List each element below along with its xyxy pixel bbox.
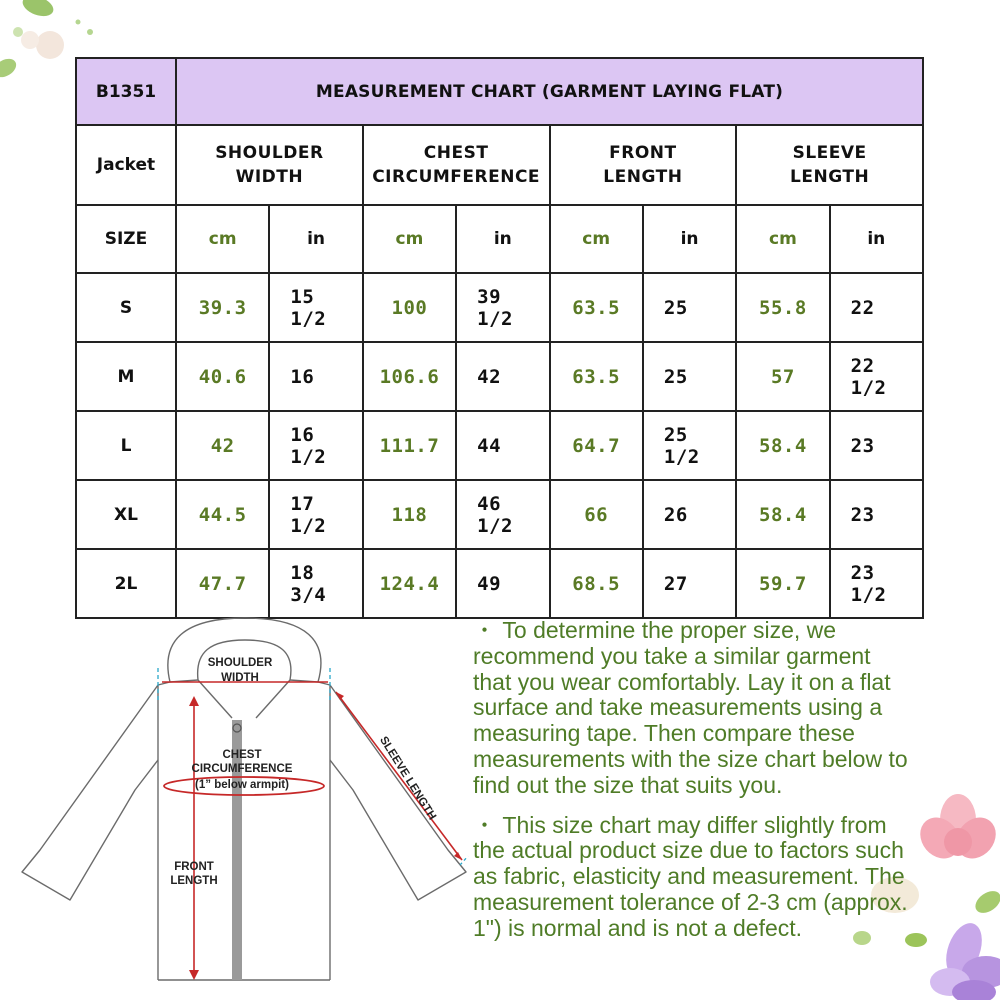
unit-cm: cm [550,205,643,273]
value-in-cell: 25 [643,342,736,411]
unit-in: in [456,205,549,273]
size-row [76,411,923,480]
value-in-cell: 16 [269,342,362,411]
value-cm-cell: 68.5 [550,549,643,618]
size-cell: XL [76,480,176,549]
diagram-label-sleeve: SLEEVE LENGTH [377,734,439,823]
value-cm-cell: 58.4 [736,480,829,549]
size-cell: S [76,273,176,342]
measurement-chart [75,57,924,619]
value-cm-cell: 44.5 [176,480,269,549]
front-length-arrow [189,696,199,980]
group-header-shoulder: SHOULDER WIDTH [176,125,363,205]
value-in-cell: 44 [456,411,549,480]
unit-in: in [269,205,362,273]
size-label: SIZE [76,205,176,273]
size-row [76,480,923,549]
group-header-sleeve: SLEEVE LENGTH [736,125,923,205]
diagram-label-chest: (1” below armpit) [195,779,289,791]
value-in-cell: 22 [830,273,923,342]
value-in-cell: 15 1/2 [269,273,362,342]
product-code: B1351 [76,58,176,125]
note-paragraph: ・ To determine the proper size, we recommend you take a similar garment that you wear comfortably. Lay it on a flat surface and take measurements using a measuring tape. Then compare these measurements with the size chart below to find out the size that suits you. [473,617,908,798]
value-cm-cell: 59.7 [736,549,829,618]
value-cm-cell: 57 [736,342,829,411]
value-cm-cell: 58.4 [736,411,829,480]
value-cm-cell: 106.6 [363,342,456,411]
value-cm-cell: 111.7 [363,411,456,480]
value-in-cell: 26 [643,480,736,549]
size-cell: L [76,411,176,480]
unit-cm: cm [736,205,829,273]
value-cm-cell: 42 [176,411,269,480]
diagram-label-front: LENGTH [170,875,218,887]
value-cm-cell: 66 [550,480,643,549]
note-paragraph: ・ This size chart may differ slightly from the actual product size due to factors such as fabric, elasticity and measurement. The measurement tolerance of 2-3 cm (approx. 1") is normal and is not a defect. [473,811,908,941]
value-cm-cell: 47.7 [176,549,269,618]
value-cm-cell: 39.3 [176,273,269,342]
value-in-cell: 16 1/2 [269,411,362,480]
size-cell: M [76,342,176,411]
diagram-label-chest: CIRCUMFERENCE [191,763,293,775]
value-cm-cell: 63.5 [550,273,643,342]
value-cm-cell: 40.6 [176,342,269,411]
value-in-cell: 23 1/2 [830,549,923,618]
value-in-cell: 39 1/2 [456,273,549,342]
value-in-cell: 22 1/2 [830,342,923,411]
unit-in: in [830,205,923,273]
value-cm-cell: 55.8 [736,273,829,342]
unit-cm: cm [176,205,269,273]
value-in-cell: 18 3/4 [269,549,362,618]
size-rows [76,273,923,618]
unit-in: in [643,205,736,273]
value-in-cell: 42 [456,342,549,411]
value-in-cell: 49 [456,549,549,618]
size-row [76,273,923,342]
size-row [76,342,923,411]
sizing-notes [473,618,913,956]
value-in-cell: 23 [830,480,923,549]
value-in-cell: 17 1/2 [269,480,362,549]
value-in-cell: 23 [830,411,923,480]
diagram-label-shoulder: SHOULDER [207,657,273,669]
garment-type: Jacket [76,125,176,205]
value-cm-cell: 118 [363,480,456,549]
value-in-cell: 46 1/2 [456,480,549,549]
unit-cm: cm [363,205,456,273]
value-in-cell: 25 1/2 [643,411,736,480]
value-cm-cell: 64.7 [550,411,643,480]
size-row [76,549,923,618]
size-cell: 2L [76,549,176,618]
diagram-label-front: FRONT [174,861,214,873]
value-in-cell: 27 [643,549,736,618]
jacket-diagram [10,610,480,990]
value-in-cell: 25 [643,273,736,342]
value-cm-cell: 100 [363,273,456,342]
value-cm-cell: 63.5 [550,342,643,411]
chart-title: MEASUREMENT CHART (GARMENT LAYING FLAT) [176,58,923,125]
group-header-chest: CHEST CIRCUMFERENCE [363,125,550,205]
diagram-label-shoulder: WIDTH [221,672,259,684]
diagram-label-chest: CHEST [222,749,262,761]
group-header-front: FRONT LENGTH [550,125,737,205]
value-cm-cell: 124.4 [363,549,456,618]
